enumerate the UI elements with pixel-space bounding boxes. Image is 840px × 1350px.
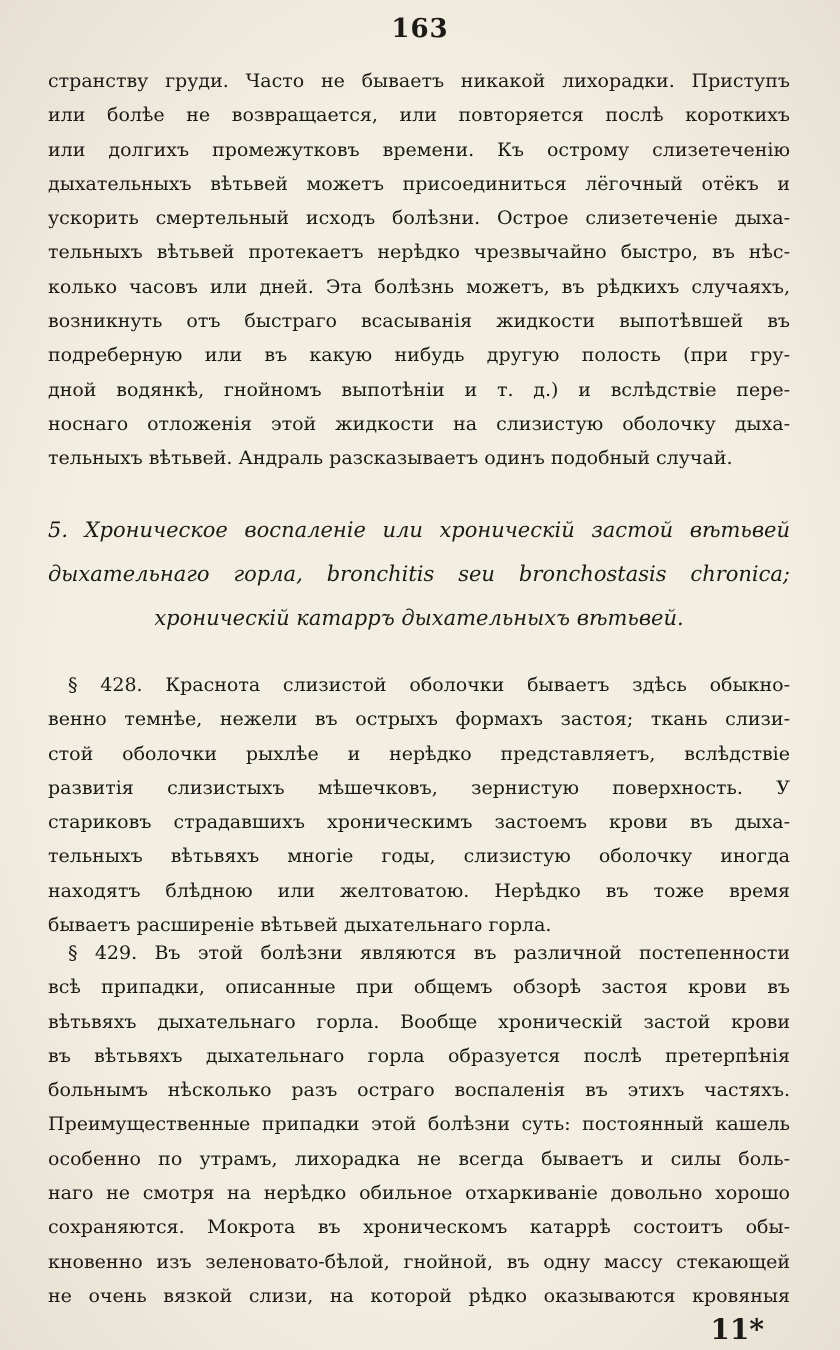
page-number: 163	[391, 14, 449, 44]
text-line: сохраняются. Мокрота въ хроническомъ катаррѣ состоитъ обы-	[48, 1216, 790, 1239]
text-line: тельныхъ вѣтьвей. Андраль разсказываетъ одинъ подобный случай.	[48, 447, 733, 470]
text-line: колько часовъ или дней. Эта болѣзнь можетъ, въ рѣдкихъ случаяхъ,	[48, 275, 790, 298]
section-heading	[48, 508, 790, 640]
paragraph-428	[48, 668, 790, 942]
text-line: ускорить смертельный исходъ болѣзни. Острое слизетеченіе дыха-	[48, 207, 790, 230]
text-line: возникнуть отъ быстраго всасыванія жидкости выпотѣвшей въ	[48, 310, 790, 333]
text-line: Преимущественные припадки этой болѣзни суть: постоянный кашель	[48, 1113, 790, 1136]
text-line: тельныхъ вѣтьвяхъ многіе годы, слизистую оболочку иногда	[48, 845, 790, 868]
text-line: развитія слизистыхъ мѣшечковъ, зернистую поверхность. У	[48, 776, 790, 799]
heading-line: дыхательнаго горла, bronchitis seu bronchostasis chronica;	[48, 562, 790, 586]
signature-mark: 11*	[710, 1313, 764, 1346]
text-line: § 429. Въ этой болѣзни являются въ различной постепенности	[68, 942, 790, 964]
text-line: подреберную или въ какую нибудь другую полость (при гру-	[48, 344, 790, 367]
text-line: или болѣе не возвращается, или повторяется послѣ короткихъ	[48, 104, 790, 127]
text-line: находятъ блѣдною или желтоватою. Нерѣдко въ тоже время	[48, 879, 790, 902]
text-line: больнымъ нѣсколько разъ остраго воспаленія въ этихъ частяхъ.	[48, 1079, 790, 1102]
text-line: или долгихъ промежутковъ времени. Къ острому слизетеченію	[48, 138, 790, 161]
text-line: дыхательныхъ вѣтьвей можетъ присоединиться лёгочный отёкъ и	[48, 172, 790, 195]
text-line: дной водянкѣ, гнойномъ выпотѣніи и т. д.) и вслѣдствіе пере-	[48, 378, 790, 401]
text-line: не очень вязкой слизи, на которой рѣдко оказываются кровяныя	[48, 1284, 790, 1307]
text-line: особенно по утрамъ, лихорадка не всегда бываетъ и силы боль-	[48, 1147, 790, 1170]
text-line: наго не смотря на нерѣдко обильное отхаркиваніе довольно хорошо	[48, 1182, 790, 1205]
paragraph-429	[48, 936, 790, 1313]
text-line: § 428. Краснота слизистой оболочки бываетъ здѣсь обыкно-	[68, 674, 790, 696]
paragraph-continuation	[48, 64, 790, 476]
text-line: кновенно изъ зеленовато-бѣлой, гнойной, въ одну массу стекающей	[48, 1250, 790, 1273]
heading-line: 5. Хроническое воспаленіе или хроническій застой вѣтьвей	[48, 518, 790, 542]
text-line: странству груди. Часто не бываетъ никакой лихорадки. Приступъ	[48, 70, 790, 92]
text-line: стариковъ страдавшихъ хроническимъ застоемъ крови въ дыха-	[48, 811, 790, 834]
text-line: бываетъ расширеніе вѣтьвей дыхательнаго горла.	[48, 914, 552, 937]
text-line: въ вѣтьвяхъ дыхательнаго горла образуется послѣ претерпѣнія	[48, 1044, 790, 1067]
heading-line: хроническій катарръ дыхательныхъ вѣтьвей.	[154, 606, 684, 630]
text-line: вѣтьвяхъ дыхательнаго горла. Вообще хроническій застой крови	[48, 1010, 790, 1033]
text-line: всѣ припадки, описанные при общемъ обзорѣ застоя крови въ	[48, 976, 790, 999]
text-line: тельныхъ вѣтьвей протекаетъ нерѣдко чрезвычайно быстро, въ нѣс-	[48, 241, 790, 264]
text-line: венно темнѣе, нежели въ острыхъ формахъ застоя; ткань слизи-	[48, 708, 790, 731]
text-line: носнаго отложенія этой жидкости на слизистую оболочку дыха-	[48, 412, 790, 435]
text-line: стой оболочки рыхлѣе и нерѣдко представляетъ, вслѣдствіе	[48, 742, 790, 765]
